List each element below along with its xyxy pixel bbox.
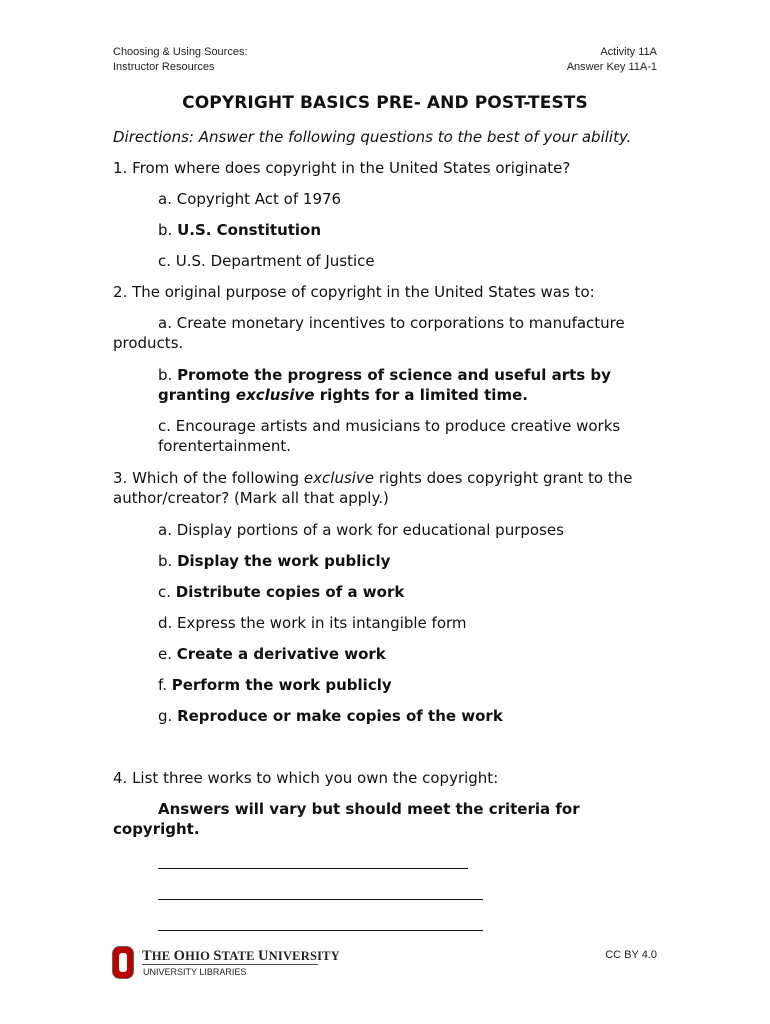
q4-answer: Answers will vary but should meet the criteria for copyright. bbox=[113, 800, 580, 838]
option-prefix: b. bbox=[158, 366, 178, 384]
question-3-emphasis: exclusive bbox=[303, 469, 375, 487]
question-4: 4. List three works to which you own the copyright: bbox=[113, 769, 499, 787]
block-o-icon bbox=[112, 946, 134, 979]
answer-line-3 bbox=[158, 930, 483, 931]
header-activity: Activity 11A bbox=[600, 46, 657, 58]
header-right bbox=[567, 45, 657, 75]
question-3 bbox=[113, 468, 648, 508]
correct-answer: Distribute copies of a work bbox=[175, 583, 405, 601]
answer-line-2 bbox=[158, 899, 483, 900]
option-prefix: g. bbox=[158, 707, 178, 725]
correct-answer-emphasis: exclusive bbox=[235, 386, 315, 404]
correct-answer: Reproduce or make copies of the work bbox=[177, 707, 503, 725]
header-resource-type: Instructor Resources bbox=[113, 61, 215, 73]
option-prefix: b. bbox=[158, 221, 178, 239]
university-name: THE OHIO STATE UNIVERSITY bbox=[142, 948, 340, 964]
libraries-label: UNIVERSITY LIBRARIES bbox=[143, 967, 247, 977]
university-logo bbox=[112, 946, 340, 980]
correct-answer: Display the work publicly bbox=[177, 552, 391, 570]
license-label: CC BY 4.0 bbox=[605, 949, 657, 961]
question-2: 2. The original purpose of copyright in the United States was to: bbox=[113, 283, 595, 301]
option-prefix: b. bbox=[158, 552, 178, 570]
question-1: 1. From where does copyright in the United States originate? bbox=[113, 159, 571, 177]
logo-divider bbox=[142, 964, 318, 965]
correct-answer: Create a derivative work bbox=[176, 645, 386, 663]
q3-option-g bbox=[158, 706, 658, 726]
q3-option-d: d. Express the work in its intangible form bbox=[158, 614, 467, 632]
correct-answer: U.S. Constitution bbox=[177, 221, 322, 239]
question-3-part-1: 3. Which of the following bbox=[113, 469, 304, 487]
option-prefix: f. bbox=[158, 676, 172, 694]
correct-answer: Perform the work publicly bbox=[171, 676, 392, 694]
correct-answer-part-2: rights for a limited time. bbox=[314, 386, 528, 404]
q1-option-a: a. Copyright Act of 1976 bbox=[158, 190, 342, 208]
directions: Directions: Answer the following questions to the best of your ability. bbox=[113, 128, 632, 146]
q2-option-a: a. Create monetary incentives to corporations to manufacture products. bbox=[113, 314, 625, 352]
option-prefix: c. bbox=[158, 583, 176, 601]
q3-option-e bbox=[158, 644, 658, 664]
q1-option-c: c. U.S. Department of Justice bbox=[158, 252, 375, 270]
correct-answer-part-1: Promote the progress of science and useful arts by granting bbox=[158, 366, 611, 404]
header-left bbox=[113, 45, 248, 75]
q2-option-b bbox=[158, 365, 628, 405]
header-course-title: Choosing & Using Sources: bbox=[113, 46, 248, 58]
q3-option-a: a. Display portions of a work for educational purposes bbox=[158, 521, 564, 539]
q1-option-b bbox=[158, 220, 658, 240]
question-3-part-2: rights does copyright grant to the author/creator? (Mark all that apply.) bbox=[113, 469, 633, 507]
q2-option-c: c. Encourage artists and musicians to produce creative works forentertainment. bbox=[158, 417, 621, 455]
q3-option-b bbox=[158, 551, 658, 571]
header-answer-key: Answer Key 11A-1 bbox=[566, 61, 657, 73]
q3-option-f bbox=[158, 675, 658, 695]
correct-answer bbox=[158, 366, 611, 404]
option-prefix: e. bbox=[158, 645, 177, 663]
q3-option-c bbox=[158, 582, 658, 602]
page-title: COPYRIGHT BASICS PRE- AND POST-TESTS bbox=[182, 93, 588, 113]
answer-line-1 bbox=[158, 868, 468, 869]
